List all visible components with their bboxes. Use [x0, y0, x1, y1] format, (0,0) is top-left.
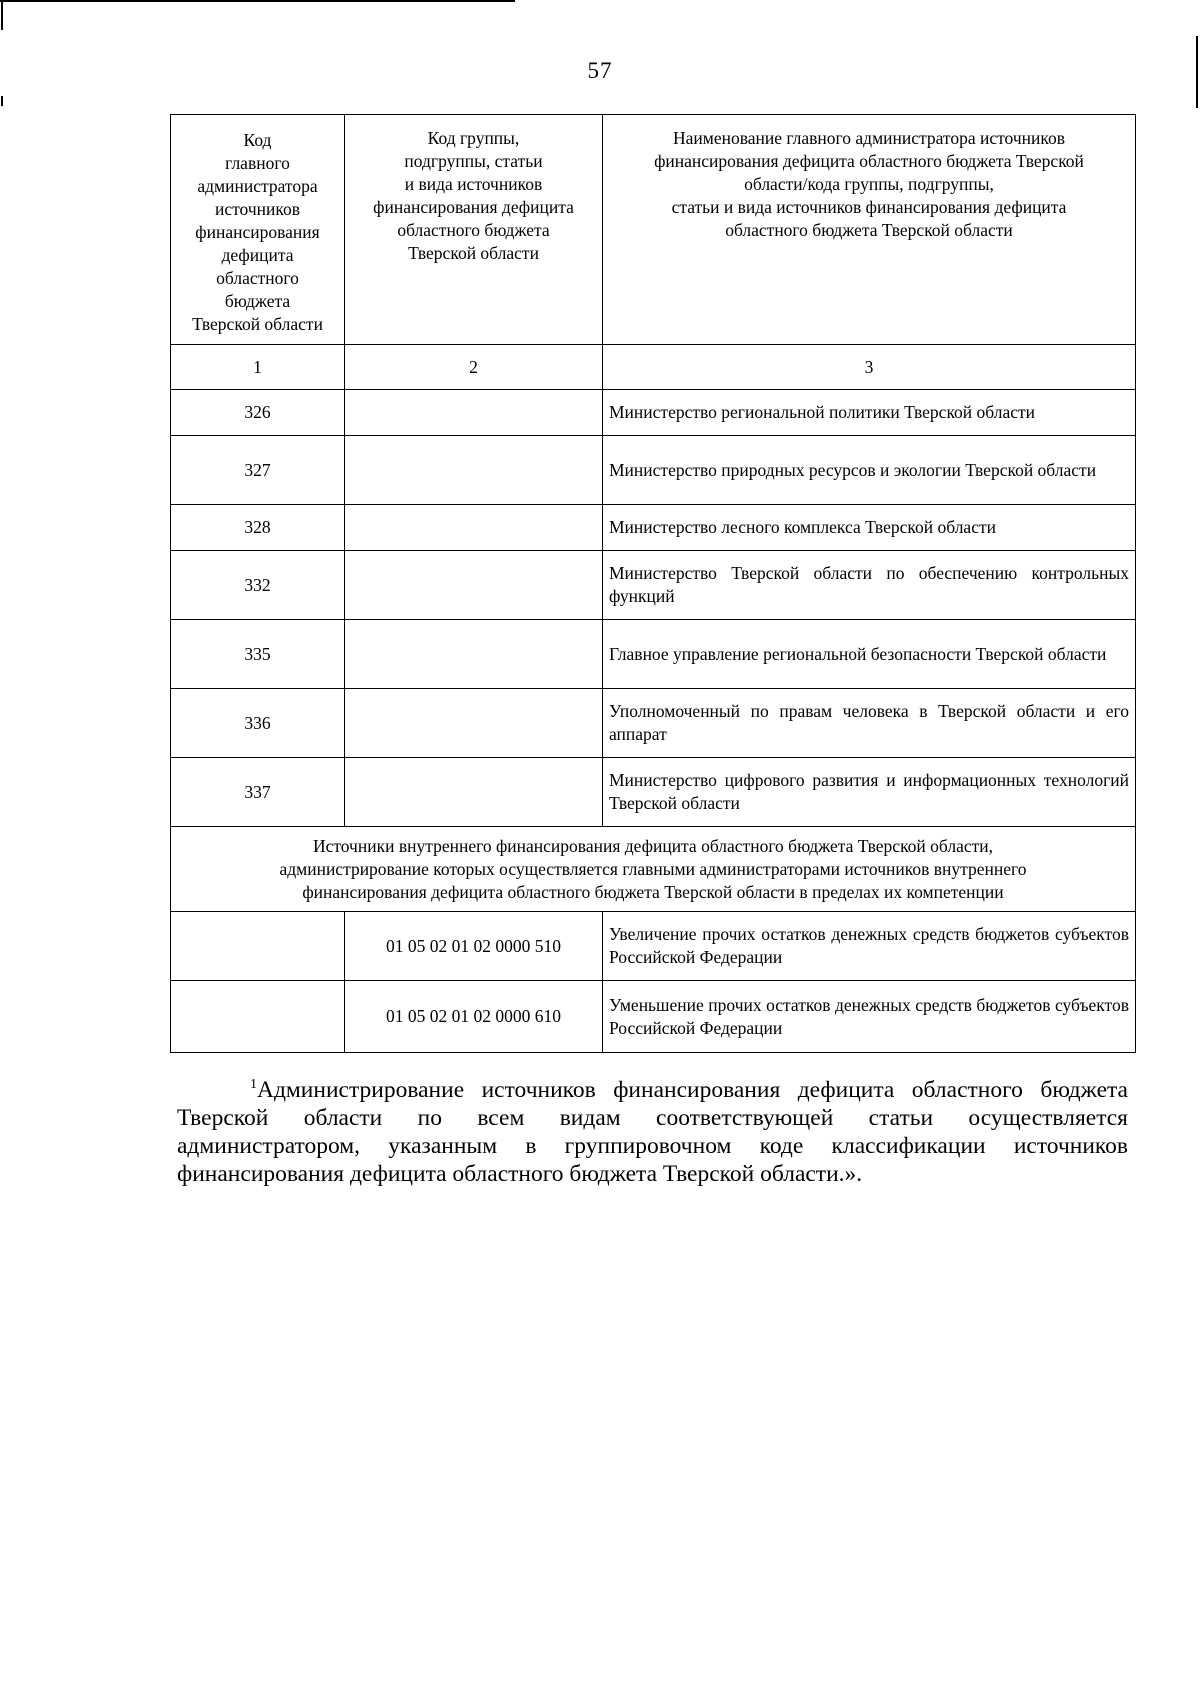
group-code-cell: [345, 436, 603, 505]
group-code-cell: [345, 689, 603, 758]
footnote-line: финансирования дефицита областного бюджета Тверской области.».: [177, 1161, 863, 1187]
group-code-cell: [345, 620, 603, 689]
page-number: 57: [587, 58, 613, 83]
footnote-marker: 1: [250, 1077, 257, 1092]
admin-code-cell: 326: [171, 390, 345, 436]
administrators-table: [170, 114, 1136, 1053]
footnote-line: администратором, указанным в группировочном коде классификации источников: [177, 1133, 1128, 1159]
name-cell: Министерство региональной политики Тверской области: [603, 390, 1136, 436]
table-row: [171, 981, 1136, 1053]
admin-code-cell: 332: [171, 551, 345, 620]
footnote: [177, 1076, 1128, 1188]
table-row: [171, 620, 1136, 689]
admin-code-cell: 337: [171, 758, 345, 827]
group-code-cell: [345, 758, 603, 827]
group-code-cell: 01 05 02 01 02 0000 510: [345, 912, 603, 981]
group-code-cell: 01 05 02 01 02 0000 610: [345, 981, 603, 1053]
table-row: [171, 390, 1136, 436]
name-cell: Уменьшение прочих остатков денежных средств бюджетов субъектов Российской Федерации: [603, 981, 1136, 1053]
name-cell: Министерство цифрового развития и информационных технологий Тверской области: [603, 758, 1136, 827]
table-row: [171, 912, 1136, 981]
header-group-code: Код группы, подгруппы, статьи и вида источников финансирования дефицита областного бюджета Тверской области: [345, 115, 603, 345]
admin-code-cell: 328: [171, 505, 345, 551]
group-code-cell: [345, 390, 603, 436]
group-code-cell: [345, 551, 603, 620]
footnote-line: [177, 1076, 1128, 1104]
column-numbers-row: [171, 345, 1136, 390]
admin-code-cell: 327: [171, 436, 345, 505]
name-cell: Министерство Тверской области по обеспечению контрольных функций: [603, 551, 1136, 620]
section-title-row: [171, 827, 1136, 912]
column-number: 1: [171, 345, 345, 390]
scan-edge-mark: [1, 0, 3, 30]
scan-edge-mark: [1, 96, 3, 106]
table-row: [171, 689, 1136, 758]
section-title: Источники внутреннего финансирования дефицита областного бюджета Тверской области, администрирование которых осуществляется главными администраторами источников внутреннего финансирования дефицита областного бюджета Тверской области в пределах их компетенции: [171, 827, 1136, 912]
table-row: [171, 551, 1136, 620]
name-cell: Уполномоченный по правам человека в Тверской области и его аппарат: [603, 689, 1136, 758]
name-cell: Министерство природных ресурсов и экологии Тверской области: [603, 436, 1136, 505]
scan-top-rule: [0, 0, 515, 2]
header-admin-code: Код главного администратора источников финансирования дефицита областного бюджета Тверской области: [171, 115, 345, 345]
name-cell: Увеличение прочих остатков денежных средств бюджетов субъектов Российской Федерации: [603, 912, 1136, 981]
table-row: [171, 758, 1136, 827]
table-header-row: [171, 115, 1136, 345]
column-number: 3: [603, 345, 1136, 390]
group-code-cell: [345, 505, 603, 551]
admin-code-cell: 335: [171, 620, 345, 689]
admin-code-cell: [171, 912, 345, 981]
header-name: Наименование главного администратора источников финансирования дефицита областного бюджета Тверской области/кода группы, подгруппы, статьи и вида источников финансирования дефицита областного бюджета Тверской области: [603, 115, 1136, 345]
name-cell: Министерство лесного комплекса Тверской области: [603, 505, 1136, 551]
name-cell: Главное управление региональной безопасности Тверской области: [603, 620, 1136, 689]
footnote-line: Тверской области по всем видам соответствующей статьи осуществляется: [177, 1105, 1128, 1131]
admin-code-cell: 336: [171, 689, 345, 758]
footnote-text: Администрирование источников финансирования дефицита областного бюджета: [257, 1077, 1128, 1103]
column-number: 2: [345, 345, 603, 390]
table-row: [171, 436, 1136, 505]
admin-code-cell: [171, 981, 345, 1053]
table-row: [171, 505, 1136, 551]
